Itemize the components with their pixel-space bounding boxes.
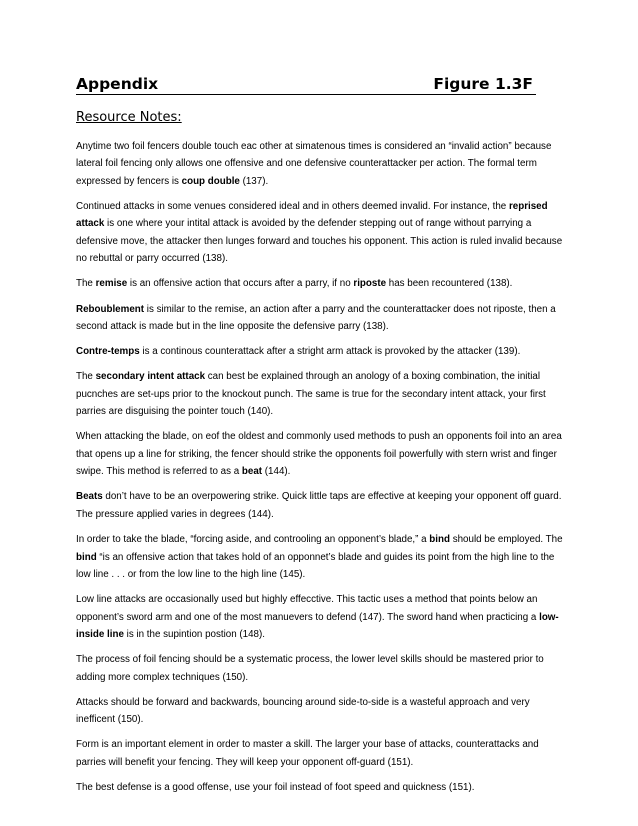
- paragraph: [76, 138, 566, 190]
- appendix-header: [76, 74, 536, 95]
- paragraph: [76, 651, 566, 686]
- term: secondary intent attack: [95, 371, 206, 383]
- text-run: Attacks should be forward and backwards, bouncing around side-to-side is a wasteful approach and very inefficent (150).: [76, 696, 530, 726]
- term: beat: [241, 466, 263, 478]
- paragraph: [76, 779, 566, 796]
- text-run: can best be explained through an anology of a boxing combination, the initial pucnches are set-ups prior to the knockout punch. The same is true for the secondary intent attack, your first parries are disguising the pointer touch (140).: [76, 371, 546, 418]
- paragraph: [76, 488, 566, 523]
- term: bind: [429, 534, 450, 546]
- text-run: is an offensive action that occurs after a parry, if no: [127, 278, 354, 290]
- text-run: is a continous counterattack after a stright arm attack is provoked by the attacker (139).: [139, 346, 521, 358]
- text-run: is similar to the remise, an action after a parry and the counterattacker does not riposte, then a second attack is made but in the line opposite the defensive parry (138).: [76, 303, 556, 333]
- text-run: should be employed. The: [449, 534, 563, 546]
- text-run: Form is an important element in order to master a skill. The larger your base of attacks, counterattacks and parries will benefit your fencing. They will keep your opponent off-guard (151).: [76, 739, 539, 768]
- term: coup double: [181, 175, 240, 187]
- term: Reboublement: [76, 303, 145, 315]
- text-run: The process of foil fencing should be a systematic process, the lower level skills should be mastered prior to adding more complex techniques (150).: [76, 654, 544, 683]
- text-run: is one where your intital attack is avoided by the defender stepping out of range without parrying a defensive move, the attacker then lunges forward and touches his opponent. This action is ruled invalid because no rebuttal or parry occurred (138).: [76, 218, 563, 265]
- paragraph: [76, 198, 566, 268]
- paragraph: [76, 275, 566, 292]
- paragraph: [76, 531, 566, 583]
- text-run: When attacking the blade, on eof the oldest and commonly used methods to push an opponents foil into an area that opens up a line for striking, the fencer should strike the opponents foil powerfully with stern wrist and finger swipe. This method is referred to as a: [76, 431, 562, 478]
- term: reprised attack: [76, 201, 548, 230]
- text-run: is in the supintion postion (148).: [123, 628, 265, 640]
- term: Contre-temps: [76, 346, 140, 358]
- paragraph: [76, 301, 566, 336]
- paragraph: [76, 591, 566, 643]
- term: low-inside line: [76, 611, 559, 640]
- paragraph: [76, 343, 566, 360]
- paragraph: [76, 368, 566, 420]
- section-title: Resource Notes:: [76, 110, 182, 125]
- text-run: The: [76, 371, 96, 383]
- text-run: The: [76, 278, 96, 290]
- term: Beats: [76, 491, 103, 503]
- text-run: Continued attacks in some venues considered ideal and in others deemed invalid. For instance, the: [76, 201, 509, 213]
- term: bind: [76, 551, 97, 563]
- text-run: In order to take the blade, “forcing aside, and controoling an opponent’s blade,” a: [76, 534, 430, 546]
- term: remise: [95, 278, 128, 290]
- term: riposte: [353, 278, 387, 290]
- text-run: has been recountered (138).: [386, 278, 513, 290]
- notes-body: [76, 138, 566, 804]
- paragraph: [76, 694, 566, 729]
- text-run: (137).: [239, 175, 269, 187]
- text-run: Low line attacks are occasionally used but highly effecctive. This tactic uses a method that points below an opponent’s sword arm and one of the most manuevers to defend (147). The sword hand when practicing a: [76, 594, 540, 623]
- text-run: “is an offensive action that takes hold of an opponnet’s blade and guides its point from the high line to the low line . . . or from the low line to the high line (145).: [76, 551, 555, 580]
- text-run: don’t have to be an overpowering strike. Quick little taps are effective at keeping your opponent off guard. The pressure applied varies in degrees (144).: [76, 491, 562, 520]
- text-run: The best defense is a good offense, use your foil instead of foot speed and quickness (151).: [76, 781, 475, 793]
- paragraph: [76, 428, 566, 480]
- text-run: Anytime two foil fencers double touch eac other at simatenous times is considered an “invalid action” because lateral foil fencing only allows one offensive and one defensive counterattacker per action. The formal term expressed by fencers is: [76, 141, 552, 187]
- header-title: Appendix: [76, 75, 159, 93]
- paragraph: [76, 736, 566, 771]
- text-run: (144).: [262, 466, 291, 478]
- figure-label: Figure 1.3F: [433, 75, 533, 93]
